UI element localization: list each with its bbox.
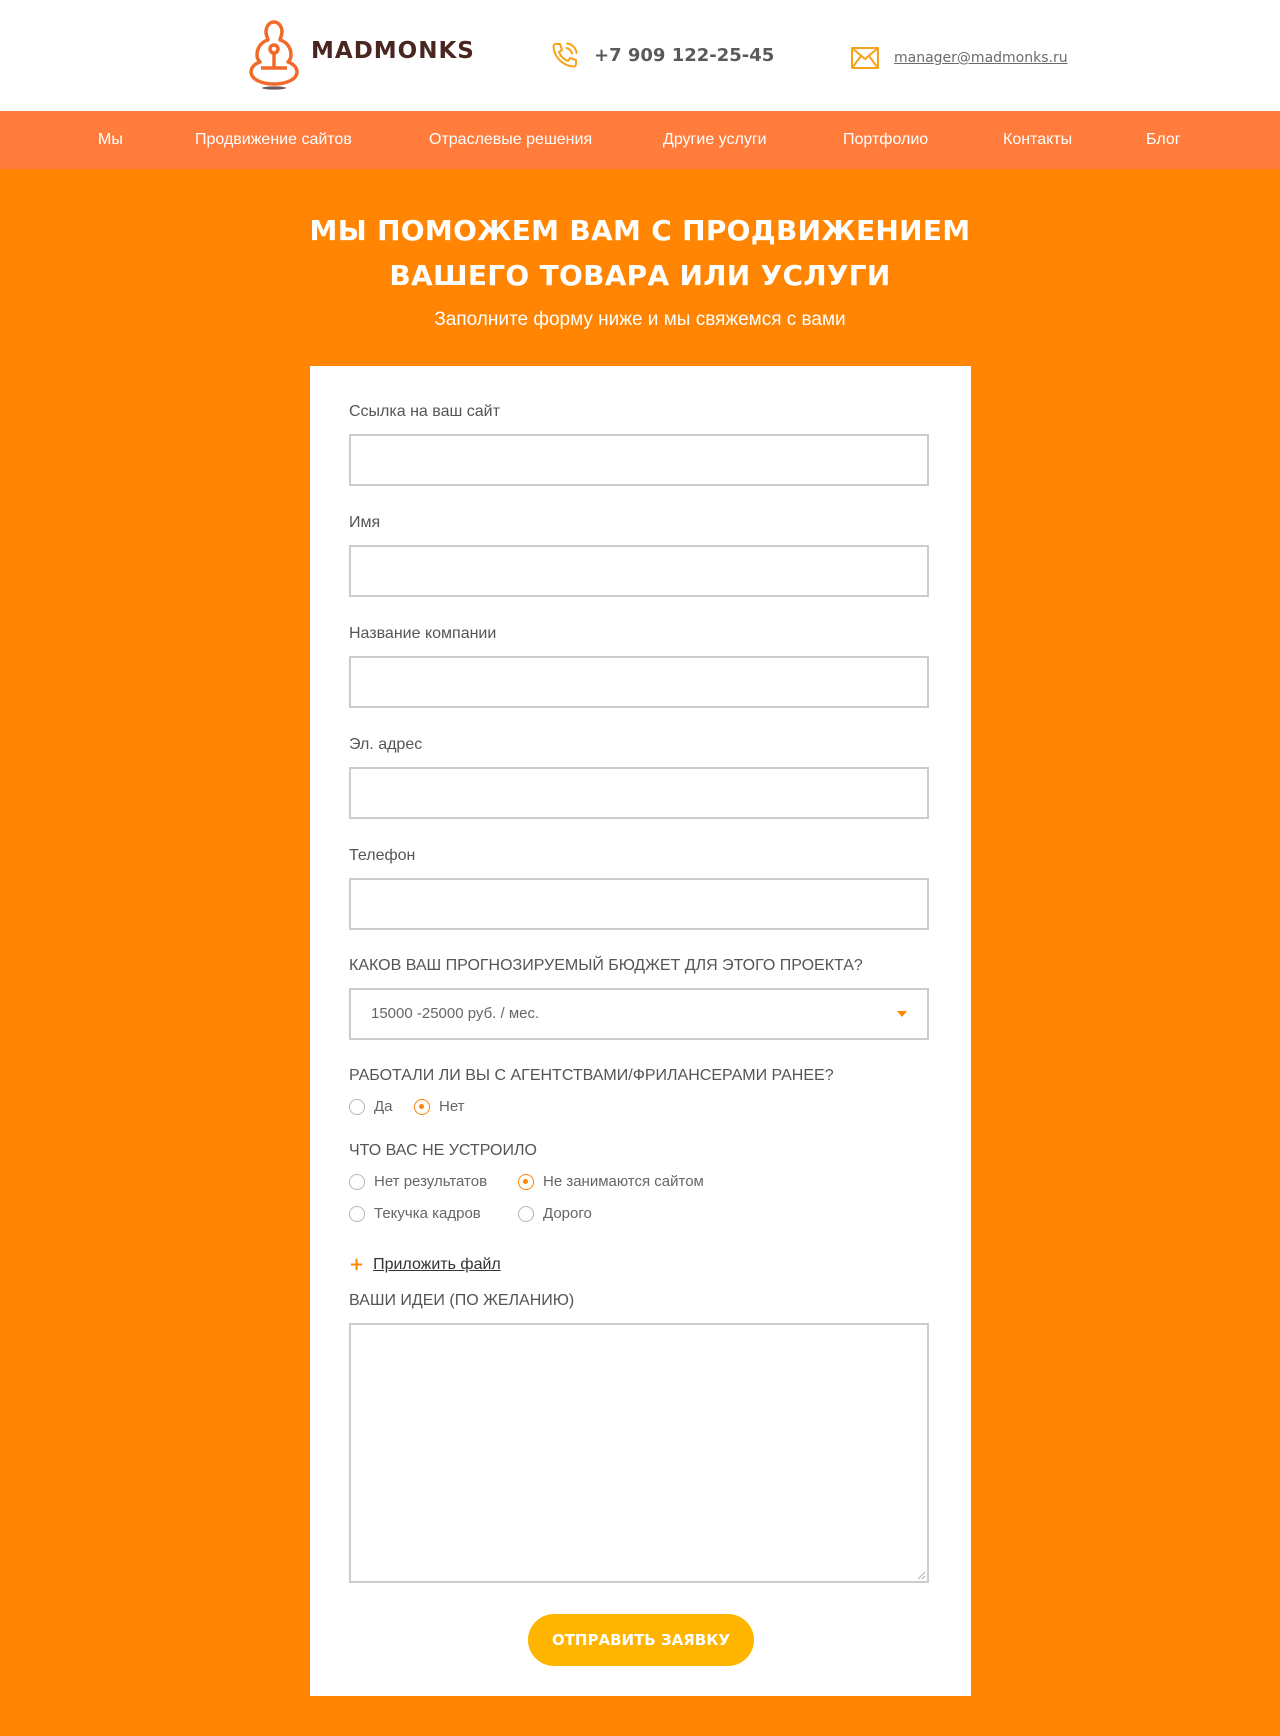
radio-agency-no[interactable] xyxy=(414,1098,465,1115)
radio-icon xyxy=(349,1174,365,1190)
nav-item-seo[interactable]: Продвижение сайтов xyxy=(195,131,352,148)
hero-title-line-1: МЫ ПОМОЖЕМ ВАМ С ПРОДВИЖЕНИЕМ xyxy=(309,214,971,247)
email-link[interactable]: manager@madmonks.ru xyxy=(894,50,1068,66)
radio-icon xyxy=(518,1206,534,1222)
radio-agency-yes[interactable] xyxy=(349,1098,393,1115)
radio-checked-icon xyxy=(414,1099,430,1115)
radio-issue-no-site-work[interactable] xyxy=(518,1173,704,1190)
logo[interactable] xyxy=(247,18,475,90)
ideas-textarea[interactable] xyxy=(349,1323,929,1583)
radio-issue-no-site-work-label: Не занимаются сайтом xyxy=(543,1173,704,1190)
site-header xyxy=(0,0,1280,111)
budget-select-value: 15000 -25000 руб. / мес. xyxy=(371,1005,540,1022)
issue-label: ЧТО ВАС НЕ УСТРОИЛО xyxy=(349,1142,537,1159)
phone-label: Телефон xyxy=(349,847,416,864)
ideas-label: ВАШИ ИДЕИ (ПО ЖЕЛАНИЮ) xyxy=(349,1292,575,1309)
chevron-down-icon xyxy=(897,1011,907,1017)
company-label: Название компании xyxy=(349,625,497,642)
agency-label: РАБОТАЛИ ЛИ ВЫ С АГЕНТСТВАМИ/ФРИЛАНСЕРАМИ РАНЕЕ? xyxy=(349,1067,834,1084)
radio-issue-no-results[interactable] xyxy=(349,1173,487,1190)
radio-issue-no-results-label: Нет результатов xyxy=(374,1173,488,1190)
radio-issue-turnover[interactable] xyxy=(349,1205,481,1222)
mail-icon xyxy=(850,46,880,70)
resize-grip-icon[interactable] xyxy=(916,1570,926,1580)
radio-icon xyxy=(349,1099,365,1115)
name-label: Имя xyxy=(349,514,381,531)
email-label: Эл. адрес xyxy=(349,736,423,753)
radio-issue-turnover-label: Текучка кадров xyxy=(374,1205,481,1222)
radio-agency-no-label: Нет xyxy=(439,1098,465,1115)
budget-select[interactable] xyxy=(349,988,929,1040)
name-input[interactable] xyxy=(349,545,929,597)
nav-item-about[interactable]: Мы xyxy=(98,131,123,148)
site-label: Ссылка на ваш сайт xyxy=(349,403,500,420)
main-nav xyxy=(0,111,1280,169)
hero-title xyxy=(0,208,1280,298)
monk-logo-icon xyxy=(247,18,301,90)
header-phone[interactable] xyxy=(550,40,774,70)
nav-item-contacts[interactable]: Контакты xyxy=(1003,131,1073,148)
nav-item-industry[interactable]: Отраслевые решения xyxy=(429,131,593,148)
phone-icon xyxy=(550,40,580,70)
attach-file-label: Приложить файл xyxy=(373,1256,501,1273)
attach-file-link[interactable] xyxy=(349,1256,501,1274)
site-input[interactable] xyxy=(349,434,929,486)
hero-subtitle: Заполните форму ниже и мы свяжемся с вами xyxy=(434,309,846,330)
nav-item-services[interactable]: Другие услуги xyxy=(663,131,767,148)
phone-input[interactable] xyxy=(349,878,929,930)
radio-icon xyxy=(349,1206,365,1222)
nav-item-blog[interactable]: Блог xyxy=(1146,131,1181,148)
request-form xyxy=(310,366,971,1696)
hero-title-line-2: ВАШЕГО ТОВАРА ИЛИ УСЛУГИ xyxy=(389,259,891,292)
radio-issue-expensive-label: Дорого xyxy=(543,1205,592,1222)
submit-button[interactable]: ОТПРАВИТЬ ЗАЯВКУ xyxy=(528,1614,754,1666)
budget-label: КАКОВ ВАШ ПРОГНОЗИРУЕМЫЙ БЮДЖЕТ ДЛЯ ЭТОГО ПРОЕКТА? xyxy=(349,957,863,974)
nav-item-portfolio[interactable]: Портфолио xyxy=(843,131,929,148)
company-input[interactable] xyxy=(349,656,929,708)
email-input[interactable] xyxy=(349,767,929,819)
radio-issue-expensive[interactable] xyxy=(518,1205,592,1222)
logo-text: MADMONKS xyxy=(311,38,475,64)
radio-checked-icon xyxy=(518,1174,534,1190)
radio-agency-yes-label: Да xyxy=(374,1098,393,1115)
header-email[interactable] xyxy=(850,46,1068,70)
phone-number[interactable]: +7 909 122-25-45 xyxy=(594,44,775,66)
plus-icon: + xyxy=(349,1254,365,1275)
